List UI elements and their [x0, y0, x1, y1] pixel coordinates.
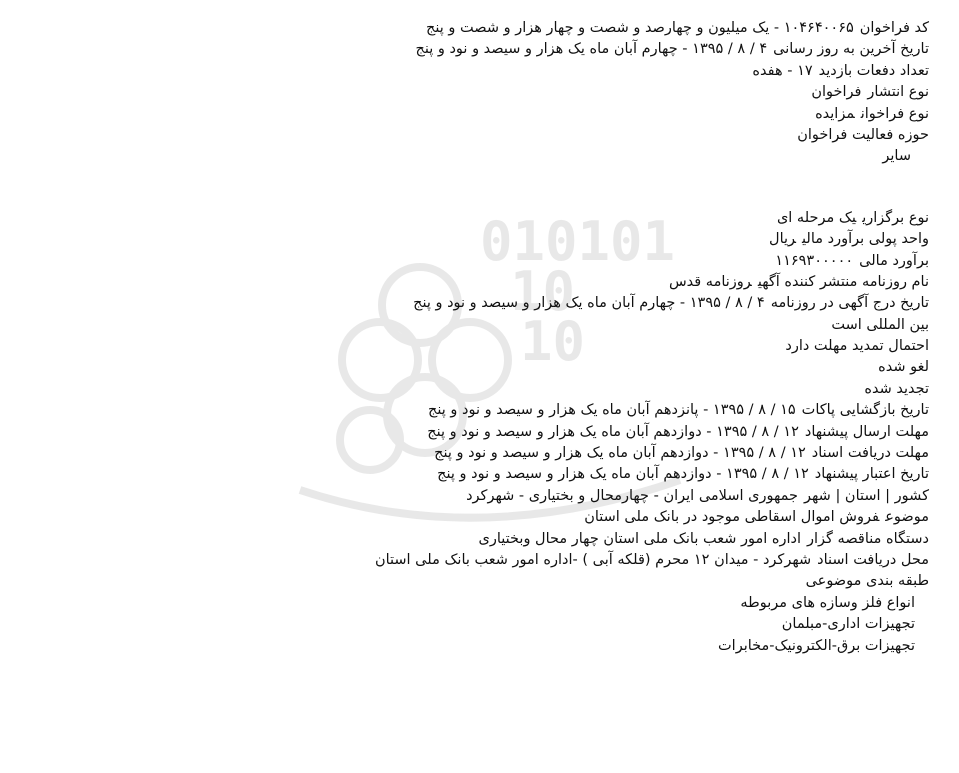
header-field-row: [9, 125, 929, 146]
detail-field-label: تاریخ بازگشایی پاکات: [801, 402, 929, 419]
detail-field-row: [9, 422, 929, 443]
detail-field-label: واحد پولی برآورد مالی: [802, 231, 929, 248]
detail-field-value: روزنامه قدس: [668, 273, 752, 290]
detail-field-row: [9, 529, 929, 550]
header-field-value: ۴ / ۸ / ۱۳۹۵ - چهارم آبان ماه یک هزار و سیصد و نود و پنج: [415, 41, 768, 58]
detail-field-label: تجدید شده: [864, 380, 929, 397]
header-field-label: نوع فراخوان: [860, 105, 929, 122]
detail-field-value: ۱۲ / ۸ / ۱۳۹۵ - دوازدهم آبان ماه یک هزار و سیصد و نود و پنج: [437, 466, 809, 483]
detail-field-row: [9, 550, 929, 571]
header-field-label: تعداد دفعات بازدید: [818, 62, 929, 79]
detail-field-value: شهرکرد - میدان ۱۲ محرم (قلکه آبی ) -اداره امور شعب بانک ملی استان: [374, 551, 812, 568]
category-list: [9, 593, 929, 657]
header-field-label: حوزه فعالیت فراخوان: [797, 126, 929, 143]
header-field-row: [9, 39, 929, 60]
header-field-value: ۱۷ - هفده: [752, 62, 813, 79]
detail-field-row: [9, 272, 929, 293]
detail-field-value: اداره امور شعب بانک ملی استان چهار محال وبختیاری: [478, 530, 801, 547]
header-field-value: مزایده: [815, 105, 855, 122]
svg-text:10: 10: [510, 260, 576, 323]
header-field-label: نوع انتشار: [867, 84, 929, 101]
activity-area-value: سایر: [882, 148, 911, 165]
category-item: انواع فلز وسازه های مربوطه: [740, 594, 915, 611]
detail-field-row: [9, 336, 929, 357]
detail-field-row: [9, 293, 929, 314]
detail-field-label: تاریخ درج آگهی در روزنامه: [770, 295, 929, 312]
detail-field-value: ریال: [769, 231, 797, 248]
detail-field-row: [9, 464, 929, 485]
detail-field-row: [9, 315, 929, 336]
detail-field-row: [9, 571, 929, 592]
header-field-row: [9, 18, 929, 39]
header-field-row: [9, 82, 929, 103]
detail-field-value: ۱۲ / ۸ / ۱۳۹۵ - دوازدهم آبان ماه یک هزار و سیصد و نود و پنج: [427, 423, 799, 440]
svg-text:010101: 010101: [480, 210, 676, 273]
header-field-label: تاریخ آخرین به روز رسانی: [773, 41, 929, 58]
details-section: [9, 208, 929, 593]
detail-field-label: موضوع: [885, 509, 929, 526]
header-field-row: [9, 61, 929, 82]
detail-field-label: دستگاه مناقصه گزار: [807, 530, 929, 547]
detail-field-row: [9, 357, 929, 378]
detail-field-label: برآورد مالی: [859, 252, 929, 269]
category-item: تجهیزات برق-الکترونیک-مخابرات: [718, 637, 915, 654]
detail-field-value: ۱۲ / ۸ / ۱۳۹۵ - دوازدهم آبان ماه یک هزار و سیصد و نود و پنج: [434, 445, 806, 462]
detail-field-label: تاریخ اعتبار پیشنهاد: [814, 466, 929, 483]
detail-field-row: [9, 507, 929, 528]
detail-field-label: لغو شده: [878, 359, 929, 376]
detail-field-label: بین المللی است: [831, 316, 929, 333]
detail-field-row: [9, 208, 929, 229]
tender-document: [9, 18, 929, 657]
detail-field-value: ۱۱۶۹۳۰۰۰۰۰: [775, 252, 854, 269]
detail-field-row: [9, 379, 929, 400]
detail-field-row: [9, 443, 929, 464]
detail-field-label: طبقه بندی موضوعی: [805, 573, 929, 590]
detail-field-value: ۴ / ۸ / ۱۳۹۵ - چهارم آبان ماه یک هزار و سیصد و نود و پنج: [413, 295, 765, 312]
detail-field-label: نوع برگزاری: [862, 209, 929, 226]
svg-text:10: 10: [520, 310, 586, 373]
detail-field-value: ۱۵ / ۸ / ۱۳۹۵ - پانزدهم آبان ماه یک هزار و سیصد و نود و پنج: [428, 402, 796, 419]
detail-field-label: مهلت ارسال پیشنهاد: [804, 423, 929, 440]
detail-field-row: [9, 229, 929, 250]
detail-field-label: احتمال تمدید مهلت دارد: [785, 338, 929, 355]
detail-field-label: کشور | استان | شهر: [804, 487, 929, 504]
detail-field-value: یک مرحله ای: [776, 209, 857, 226]
header-field-row: [9, 104, 929, 125]
header-field-value: فراخوان: [811, 84, 862, 101]
detail-field-value: فروش اموال اسقاطی موجود در بانک ملی استان: [584, 509, 880, 526]
detail-field-label: مهلت دریافت اسناد: [811, 445, 929, 462]
detail-field-row: [9, 486, 929, 507]
detail-field-row: [9, 400, 929, 421]
header-field-value: ۱۰۴۶۴۰۰۶۵ - یک میلیون و چهارصد و شصت و چهار هزار و شصت و پنج: [426, 20, 854, 36]
detail-field-value: جمهوری اسلامی ایران - چهارمحال و بختیاری - شهرکرد: [466, 487, 798, 504]
header-section: [9, 18, 929, 146]
detail-field-row: [9, 251, 929, 272]
detail-field-label: نام روزنامه منتشر کننده آگهی: [757, 273, 929, 290]
detail-field-label: محل دریافت اسناد: [817, 551, 929, 568]
header-field-label: کد فراخوان: [859, 20, 929, 36]
category-item: تجهیزات اداری-مبلمان: [781, 616, 915, 633]
